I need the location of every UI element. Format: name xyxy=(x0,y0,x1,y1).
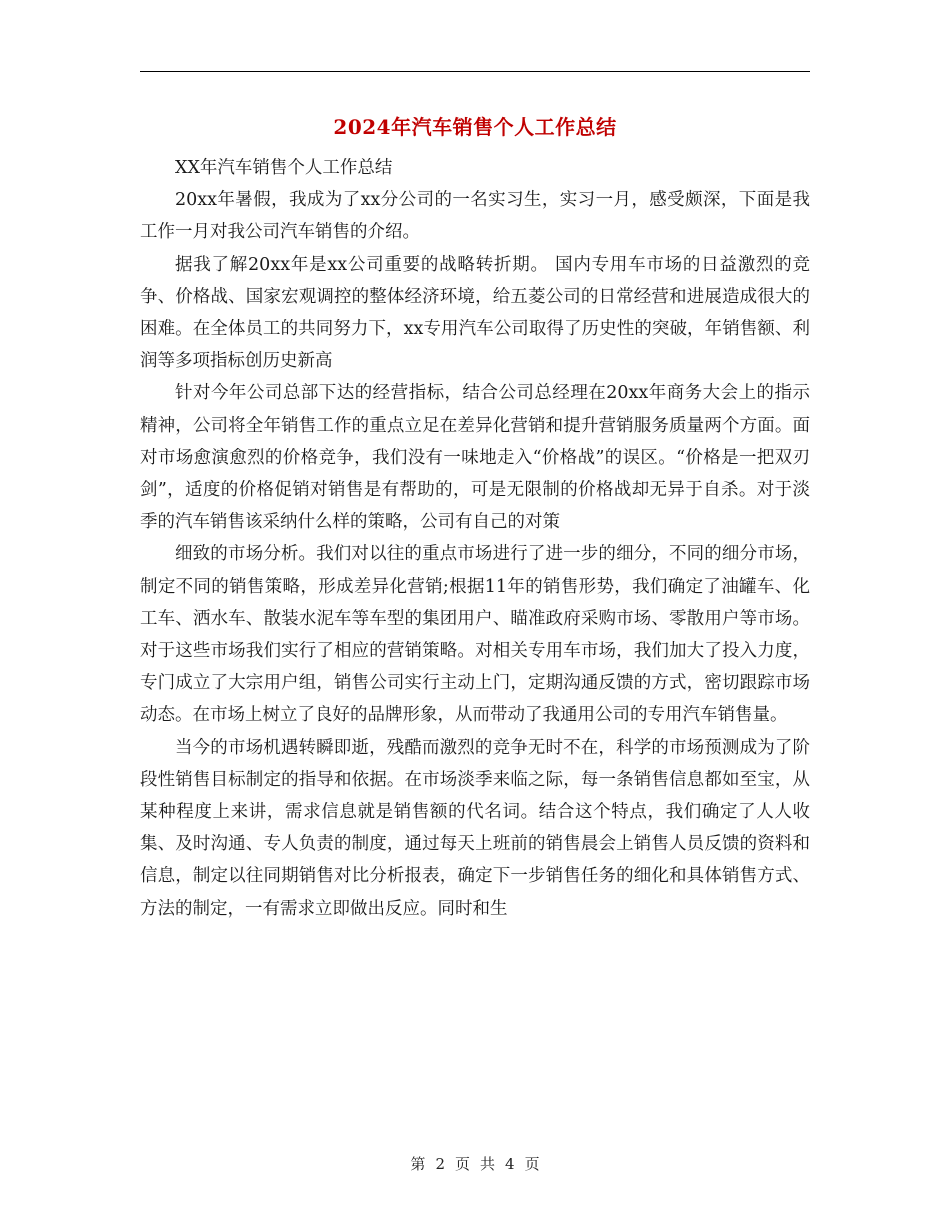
paragraph-subtitle: XX年汽车销售个人工作总结 xyxy=(175,158,393,178)
footer-total-pages: 4 xyxy=(505,1155,515,1173)
footer-suffix: 页 xyxy=(524,1155,540,1173)
page-footer xyxy=(0,1152,950,1176)
footer-page-number: 2 xyxy=(435,1155,445,1173)
document-body xyxy=(140,152,810,925)
paragraph-targets: 针对今年公司总部下达的经营指标，结合公司总经理在20xx年商务大会上的指示精神，公司将全年销售工作的重点立足在差异化营销和提升营销服务质量两个方面。面对市场愈演愈烈的价格竞争，我们没有一味地走入“价格战”的误区。“价格是一把双刃剑”，适度的价格促销对销售是有帮助的，可是无限制的价格战却无异于自杀。对于淡季的汽车销售该采纳什么样的策略，公司有自己的对策 xyxy=(140,383,810,533)
paragraph-market-forecast: 当今的市场机遇转瞬即逝，残酷而激烈的竞争无时不在，科学的市场预测成为了阶段性销售目标制定的指导和依据。在市场淡季来临之际，每一条销售信息都如至宝，从某种程度上来讲，需求信息就是销售额的代名词。结合这个特点，我们确定了人人收集、及时沟通、专人负责的制度，通过每天上班前的销售晨会上销售人员反馈的资料和信息，制定以往同期销售对比分析报表，确定下一步销售任务的细化和具体销售方式、方法的制定，一有需求立即做出反应。同时和生 xyxy=(140,737,810,919)
paragraph-market-analysis: 细致的市场分析。我们对以往的重点市场进行了进一步的细分，不同的细分市场，制定不同的销售策略，形成差异化营销;根据11年的销售形势，我们确定了油罐车、化工车、洒水车、散装水泥车等车型的集团用户、瞄准政府采购市场、零散用户等市场。对于这些市场我们实行了相应的营销策略。对相关专用车市场，我们加大了投入力度，专门成立了大宗用户组，销售公司实行主动上门，定期沟通反馈的方式，密切跟踪市场动态。在市场上树立了良好的品牌形象，从而带动了我通用公司的专用汽车销售量。 xyxy=(140,544,810,726)
paragraph-strategy: 据我了解20xx年是xx公司重要的战略转折期。 国内专用车市场的日益激烈的竞争、价格战、国家宏观调控的整体经济环境，给五菱公司的日常经营和进展造成很大的困难。在全体员工的共同努力下，xx专用汽车公司取得了历史性的突破，年销售额、利润等多项指标创历史新高 xyxy=(140,254,810,372)
header-rule xyxy=(140,71,810,72)
footer-prefix: 第 xyxy=(410,1155,426,1173)
document-title: 2024年汽车销售个人工作总结 xyxy=(333,115,617,139)
paragraph-intro: 20xx年暑假，我成为了xx分公司的一名实习生，实习一月，感受颇深，下面是我工作一月对我公司汽车销售的介绍。 xyxy=(140,190,810,243)
footer-total-word: 共 xyxy=(480,1155,496,1173)
footer-page-word: 页 xyxy=(454,1155,470,1173)
